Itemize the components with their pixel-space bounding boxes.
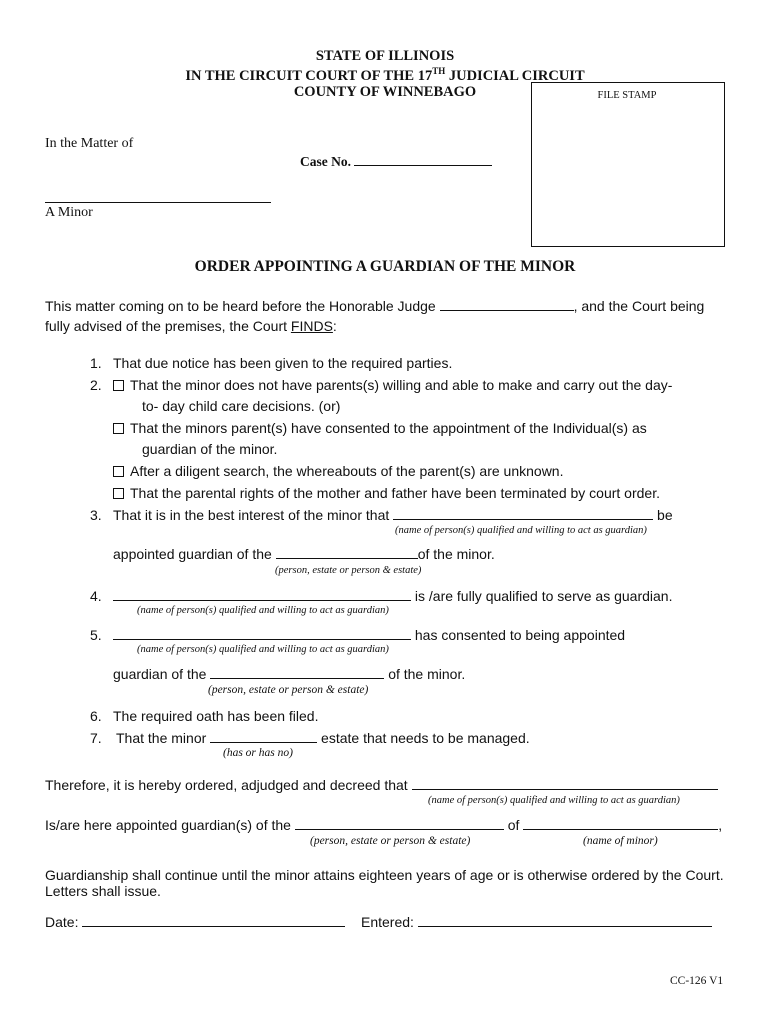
minor-name-blank[interactable]	[45, 202, 271, 203]
finding-5-line	[113, 627, 625, 643]
finding-4-blank[interactable]	[113, 588, 411, 601]
finding-4-caption: (name of person(s) qualified and willing to act as guardian)	[137, 605, 389, 616]
order-estate-blank[interactable]	[295, 817, 504, 830]
file-stamp-box	[531, 82, 725, 247]
order-of: of	[507, 817, 520, 833]
finding-5-caption: (name of person(s) qualified and willing to act as guardian)	[137, 644, 389, 655]
order-therefore-caption: (name of person(s) qualified and willing to act as guardian)	[428, 795, 680, 806]
finding-2b-cont: guardian of the minor.	[142, 441, 278, 457]
finding-2b-text: That the minors parent(s) have consented to the appointment of the Individual(s) as	[130, 420, 647, 436]
finding-3-caption-2: (person, estate or person & estate)	[275, 565, 422, 576]
finding-1-number: 1.	[90, 355, 102, 371]
finding-5-estate-blank[interactable]	[210, 666, 384, 679]
finding-4-line	[113, 588, 672, 604]
file-stamp-label: FILE STAMP	[597, 90, 657, 101]
finding-2-number: 2.	[90, 377, 102, 393]
finding-6-text: The required oath has been filed.	[113, 708, 319, 724]
finding-5-text-2: guardian of the	[113, 666, 207, 682]
page-title: ORDER APPOINTING A GUARDIAN OF THE MINOR	[194, 258, 576, 275]
order-appointed-text: Is/are here appointed guardian(s) of the	[45, 817, 291, 833]
header-county: COUNTY OF WINNEBAGO	[293, 84, 477, 100]
order-entered-blank[interactable]	[418, 914, 712, 927]
finding-2d	[113, 485, 660, 501]
case-no-label: Case No.	[300, 154, 351, 169]
finding-3-line-2	[113, 546, 495, 562]
finding-7-text: That the minor	[116, 730, 207, 746]
finding-3-line	[113, 507, 673, 523]
order-entered-label: Entered:	[361, 914, 414, 930]
order-minor-blank[interactable]	[523, 817, 718, 830]
order-date-label: Date:	[45, 914, 79, 930]
finding-3-estate-blank[interactable]	[276, 546, 418, 559]
finding-1-text: That due notice has been given to the required parties.	[113, 355, 453, 371]
header-court-text: IN THE CIRCUIT COURT OF THE 17	[185, 67, 433, 84]
order-minor-caption: (name of minor)	[583, 835, 658, 847]
intro-text-2: , and the Court being	[573, 298, 705, 314]
order-therefore-line	[45, 777, 718, 793]
intro-finds: FINDS	[290, 318, 333, 334]
finding-2c-text: After a diligent search, the whereabouts of the parent(s) are unknown.	[130, 463, 564, 479]
finding-2a-checkbox[interactable]	[113, 380, 124, 391]
header-state: STATE OF ILLINOIS	[315, 48, 455, 64]
finding-5-blank[interactable]	[113, 627, 411, 640]
finding-6-number: 6.	[90, 708, 102, 724]
finding-5-text-3: of the minor.	[388, 666, 466, 682]
finding-2a-text: That the minor does not have parents(s) willing and able to make and carry out the day-	[130, 377, 673, 393]
finding-4-text: is /are fully qualified to serve as guardian.	[414, 588, 673, 604]
order-estate-caption: (person, estate or person & estate)	[310, 835, 471, 847]
finding-2b	[113, 420, 647, 436]
finding-7-number: 7.	[90, 730, 102, 746]
finding-2b-checkbox[interactable]	[113, 423, 124, 434]
finding-5-text: has consented to being appointed	[414, 627, 626, 643]
judge-name-blank[interactable]	[440, 298, 574, 311]
finding-2c	[113, 463, 563, 479]
finding-3-guardian-blank[interactable]	[393, 507, 653, 520]
order-date-line	[45, 914, 345, 930]
finding-2d-text: That the parental rights of the mother and father have been terminated by court order.	[130, 485, 660, 501]
form-number: CC-126 V1	[670, 975, 724, 987]
order-comma: ,	[718, 817, 723, 833]
case-no-field[interactable]	[300, 153, 492, 170]
case-no-blank[interactable]	[354, 153, 492, 166]
order-continue-2: Letters shall issue.	[45, 883, 161, 899]
finding-3-number: 3.	[90, 507, 102, 523]
finding-3-text-2: appointed guardian of the	[113, 546, 272, 562]
order-appointed-line	[45, 817, 722, 833]
intro-line-2	[45, 318, 337, 334]
finding-2a	[113, 377, 672, 393]
finding-7-blank[interactable]	[210, 730, 317, 743]
finding-3-be: be	[657, 507, 673, 523]
finding-5-number: 5.	[90, 627, 102, 643]
finding-2c-checkbox[interactable]	[113, 466, 124, 477]
finding-2a-cont: to- day child care decisions. (or)	[142, 398, 341, 414]
finding-2d-checkbox[interactable]	[113, 488, 124, 499]
intro-line-1	[45, 298, 704, 314]
order-entered-line	[361, 914, 712, 930]
finding-5-caption-2: (person, estate or person & estate)	[208, 684, 369, 696]
finding-3-caption: (name of person(s) qualified and willing to act as guardian)	[395, 525, 647, 536]
finding-7-caption: (has or has no)	[223, 747, 293, 759]
finding-4-number: 4.	[90, 588, 102, 604]
finding-7-text-2: estate that needs to be managed.	[321, 730, 530, 746]
finding-7-line	[116, 730, 530, 746]
intro-text-1: This matter coming on to be heard before the Honorable Judge	[45, 298, 436, 314]
header-court-sup: TH	[432, 66, 446, 76]
intro-colon: :	[332, 318, 337, 334]
order-date-blank[interactable]	[82, 914, 345, 927]
header-court-text2: JUDICIAL CIRCUIT	[445, 67, 585, 84]
finding-3-text: That it is in the best interest of the minor that	[113, 507, 390, 523]
finding-3-text-3: of the minor.	[417, 546, 495, 562]
finding-5-line-2	[113, 666, 465, 682]
order-guardian-blank[interactable]	[412, 777, 718, 790]
order-therefore-text: Therefore, it is hereby ordered, adjudged and decreed that	[45, 777, 408, 793]
intro-text-3: fully advised of the premises, the Court	[45, 318, 291, 334]
order-continue-1: Guardianship shall continue until the minor attains eighteen years of age or is otherwise ordered by the Court.	[45, 867, 724, 883]
in-matter-of: In the Matter of	[45, 136, 134, 151]
a-minor-label: A Minor	[45, 205, 93, 220]
